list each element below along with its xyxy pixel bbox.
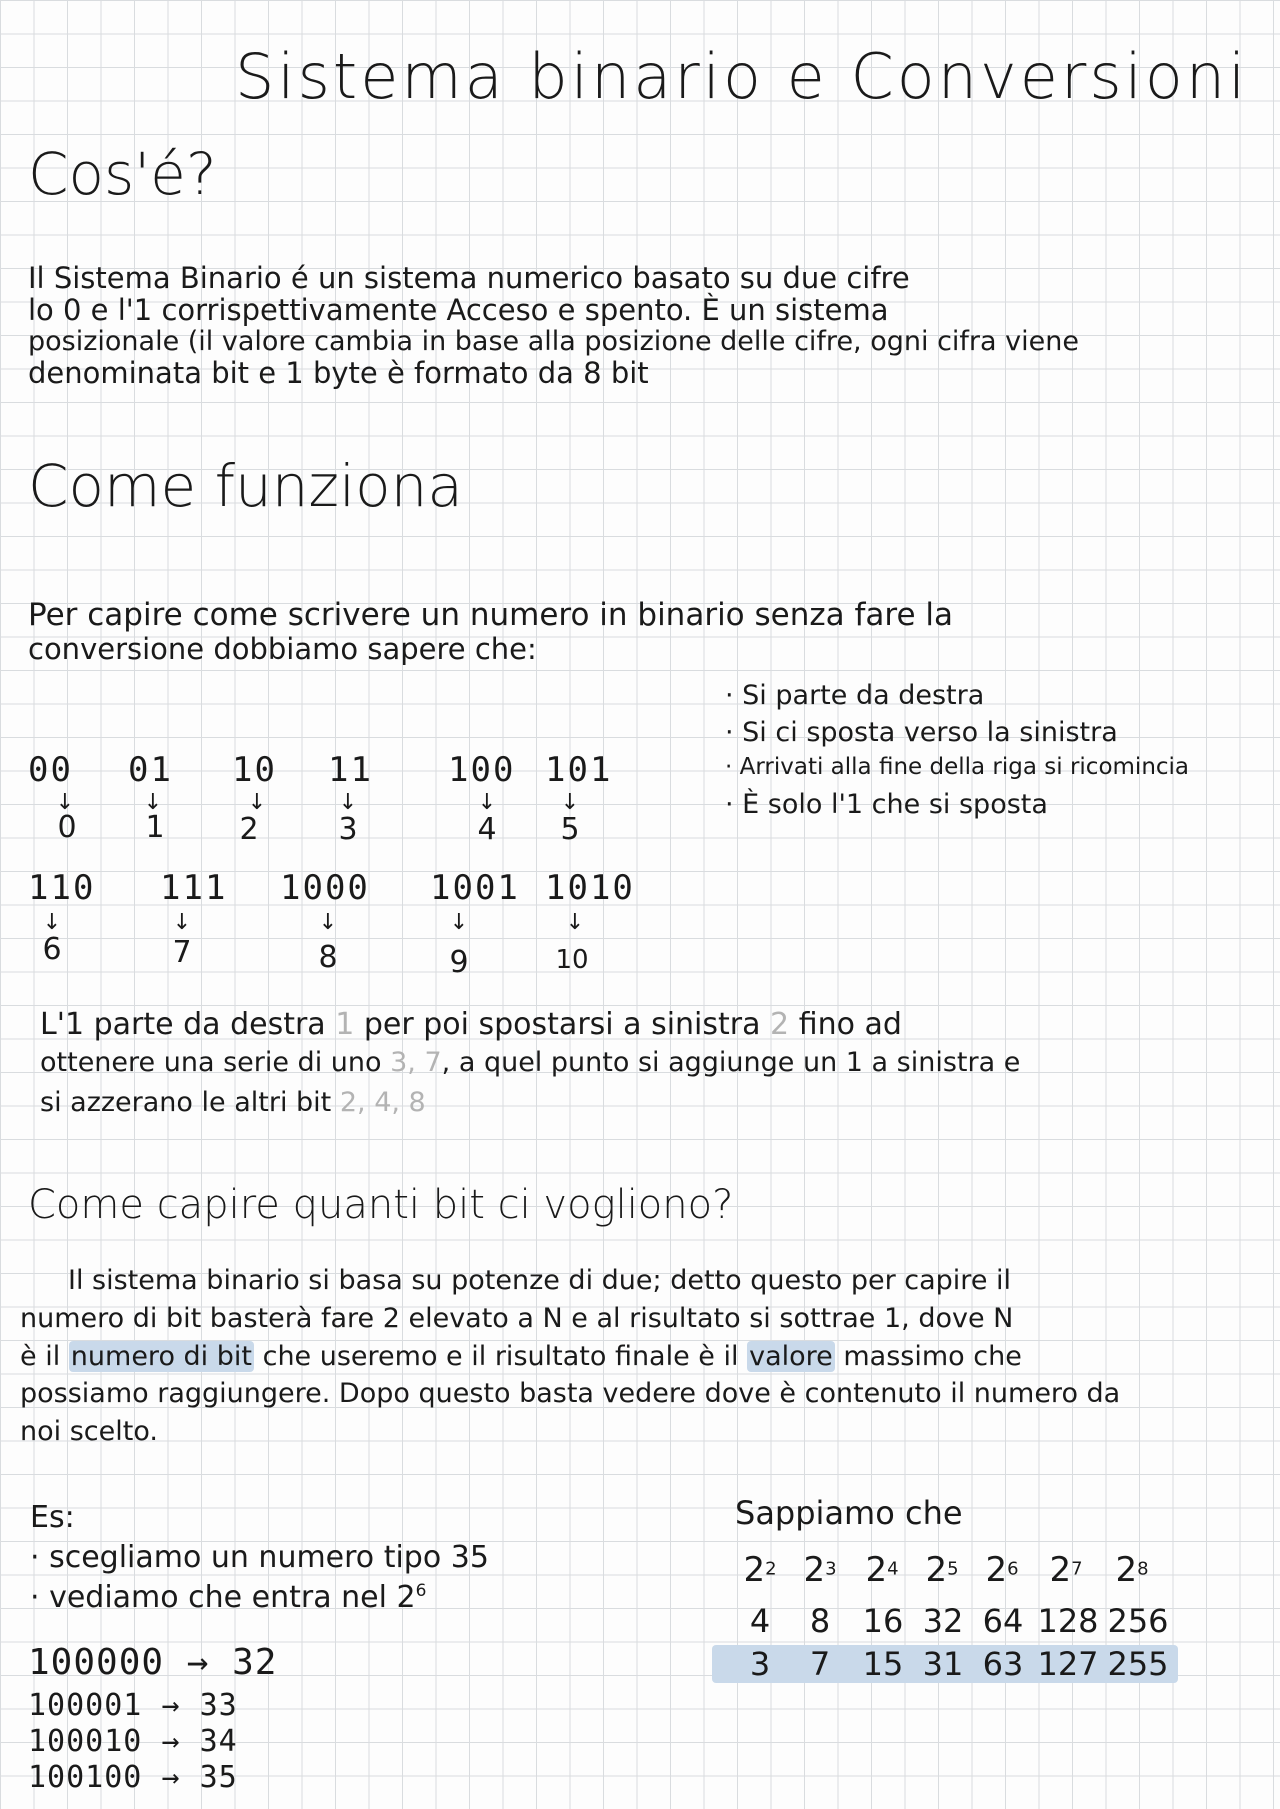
text-segment: massimo che [843, 1340, 1022, 1372]
binary-value: 100010 [28, 1724, 143, 1759]
power-exponent: 5 [947, 1558, 959, 1580]
binary-value: 1000 [280, 868, 370, 908]
text-segment: si azzerano le altri bit [40, 1087, 332, 1118]
binary-value: 10 [232, 750, 277, 790]
binary-value: 111 [160, 868, 228, 908]
arrow-down-icon: ↓ [42, 910, 62, 935]
example-label: Es: [30, 1500, 75, 1535]
power-base: 2 [396, 1580, 416, 1615]
arrow-down-icon: ↓ [172, 910, 192, 935]
power-base: 2 [985, 1550, 1008, 1590]
power-base: 2 [1049, 1550, 1072, 1590]
binary-value: 100100 [28, 1760, 143, 1795]
text-line: Per capire come scrivere un numero in binario senza fare la [28, 597, 954, 633]
explanation-line-3 [40, 1088, 426, 1118]
explanation-line-1 [40, 1008, 902, 1042]
section-body-quanti-bit [20, 1262, 1120, 1451]
arrow-right-icon: → [161, 1724, 181, 1759]
decimal-value: 10 [555, 945, 589, 975]
example-row [28, 1760, 238, 1795]
arrow-down-icon: ↓ [449, 910, 469, 935]
binary-value: 100001 [28, 1688, 143, 1723]
highlight-numero-di-bit: numero di bit [70, 1340, 252, 1372]
text-line: noi scelto. [20, 1416, 158, 1448]
arrow-down-icon: ↓ [143, 790, 163, 815]
max-value: 127 [1037, 1645, 1099, 1683]
rule-item: · Si ci sposta verso la sinistra [725, 717, 1118, 748]
text-line: numero di bit basterà fare 2 elevato a N e al risultato si sottrae 1, dove N [20, 1302, 1014, 1334]
arrow-right-icon: → [161, 1688, 181, 1723]
sappiamo-label: Sappiamo che [735, 1494, 963, 1532]
decimal-value: 3 [338, 812, 358, 847]
power-exponent: 2 [765, 1558, 777, 1580]
decimal-value: 9 [449, 945, 469, 980]
text-segment: fino ad [798, 1007, 902, 1042]
rule-item: · Si parte da destra [725, 680, 985, 711]
power-value: 32 [922, 1602, 964, 1640]
max-value: 15 [862, 1645, 904, 1683]
power-value: 8 [809, 1602, 831, 1640]
text-line: Il Sistema Binario é un sistema numerico basato su due cifre [28, 261, 910, 295]
text-segment: · vediamo che entra nel [30, 1580, 387, 1615]
arrow-down-icon: ↓ [318, 910, 338, 935]
text-segment: che useremo e il risultato finale è il [262, 1340, 739, 1372]
power-base: 2 [803, 1550, 826, 1590]
decimal-value: 0 [57, 810, 77, 845]
max-value: 31 [922, 1645, 964, 1683]
text-line: lo 0 e l'1 corrispettivamente Acceso e spento. È un sistema [28, 293, 889, 328]
example-row [28, 1688, 238, 1723]
max-value: 7 [809, 1645, 831, 1683]
text-segment: ottenere una serie di uno [40, 1047, 382, 1078]
binary-value: 110 [28, 868, 96, 908]
section-heading-come-funziona: Come funziona [28, 452, 463, 520]
arrow-down-icon: ↓ [565, 910, 585, 935]
decimal-value: 34 [199, 1724, 238, 1759]
grey-number: 2, 4, 8 [339, 1087, 426, 1118]
power-of-two [795, 1550, 845, 1590]
decimal-value: 32 [232, 1642, 278, 1683]
power-exponent: 7 [1071, 1558, 1083, 1580]
max-value: 3 [749, 1645, 771, 1683]
decimal-value: 33 [199, 1688, 238, 1723]
arrow-down-icon: ↓ [247, 790, 267, 815]
highlight-valore: valore [749, 1340, 833, 1372]
text-segment: per poi spostarsi a sinistra [363, 1007, 761, 1042]
decimal-value: 4 [477, 812, 497, 847]
power-of-two [977, 1550, 1027, 1590]
max-value: 63 [982, 1645, 1024, 1683]
grey-number: 2 [770, 1007, 790, 1042]
text-line: Il sistema binario si basa su potenze di due; detto questo per capire il [68, 1265, 1012, 1296]
decimal-value: 2 [239, 812, 259, 847]
binary-value: 100 [448, 750, 516, 790]
text-line: denominata bit e 1 byte è formato da 8 bit [28, 356, 649, 391]
text-line: possiamo raggiungere. Dopo questo basta vedere dove è contenuto il numero da [20, 1378, 1121, 1410]
power-exponent: 6 [1007, 1558, 1019, 1580]
power-value: 128 [1037, 1602, 1099, 1640]
text-segment: , a quel punto si aggiunge un 1 a sinistra e [441, 1047, 1021, 1078]
power-exponent: 8 [1137, 1558, 1149, 1580]
power-of-two [1107, 1550, 1157, 1590]
binary-value: 101 [545, 750, 613, 790]
binary-value: 01 [128, 750, 173, 790]
decimal-value: 8 [318, 940, 338, 975]
arrow-right-icon: → [186, 1642, 210, 1683]
grey-number: 1 [335, 1007, 355, 1042]
decimal-value: 5 [560, 812, 580, 847]
text-segment: L'1 parte da destra [40, 1007, 326, 1042]
max-value: 255 [1107, 1645, 1169, 1683]
example-bullet: · scegliamo un numero tipo 35 [30, 1540, 489, 1575]
power-exponent: 4 [887, 1558, 899, 1580]
power-exponent: 6 [415, 1581, 427, 1601]
section-heading-quanti-bit: Come capire quanti bit ci vogliono? [28, 1182, 734, 1228]
powers-table [735, 1550, 1175, 1690]
example-bullet [30, 1580, 426, 1615]
section-heading-cos-e: Cos'é? [28, 140, 217, 208]
text-segment: è il [20, 1340, 61, 1372]
arrow-down-icon: ↓ [477, 790, 497, 815]
power-of-two [917, 1550, 967, 1590]
power-base: 2 [1115, 1550, 1138, 1590]
power-base: 2 [743, 1550, 766, 1590]
rule-item: · È solo l'1 che si sposta [725, 789, 1048, 820]
arrow-down-icon: ↓ [55, 790, 75, 815]
binary-value: 11 [328, 750, 373, 790]
grey-number: 3, 7 [390, 1047, 442, 1078]
section-body-cos-e [28, 262, 1079, 390]
explanation-line-2 [40, 1048, 1020, 1078]
text-line-highlighted [20, 1338, 1120, 1376]
power-value: 256 [1107, 1602, 1169, 1640]
power-base: 2 [925, 1550, 948, 1590]
binary-value: 100000 [28, 1642, 165, 1683]
power-of-two [857, 1550, 907, 1590]
page-title: Sistema binario e Conversioni [235, 40, 1249, 113]
power-value: 64 [982, 1602, 1024, 1640]
arrow-down-icon: ↓ [560, 790, 580, 815]
power-base: 2 [865, 1550, 888, 1590]
example-row [28, 1724, 238, 1759]
text-line: posizionale (il valore cambia in base alla posizione delle cifre, ogni cifra viene [28, 325, 1079, 357]
decimal-value: 6 [42, 932, 62, 967]
power-value: 4 [749, 1602, 771, 1640]
arrow-right-icon: → [161, 1760, 181, 1795]
example-row [28, 1642, 277, 1683]
arrow-down-icon: ↓ [338, 790, 358, 815]
decimal-value: 35 [199, 1760, 238, 1795]
power-value: 16 [862, 1602, 904, 1640]
power-exponent: 3 [825, 1558, 837, 1580]
power-of-two [1041, 1550, 1091, 1590]
rule-item: · Arrivati alla fine della riga si ricomincia [725, 754, 1190, 780]
decimal-value: 7 [172, 935, 192, 970]
text-line: conversione dobbiamo sapere che: [28, 631, 537, 666]
decimal-value: 1 [145, 810, 165, 845]
binary-value: 00 [28, 750, 73, 790]
power-of-two [735, 1550, 785, 1590]
section-intro-come-funziona [28, 598, 953, 665]
binary-value: 1010 [545, 868, 635, 908]
binary-value: 1001 [430, 868, 520, 908]
